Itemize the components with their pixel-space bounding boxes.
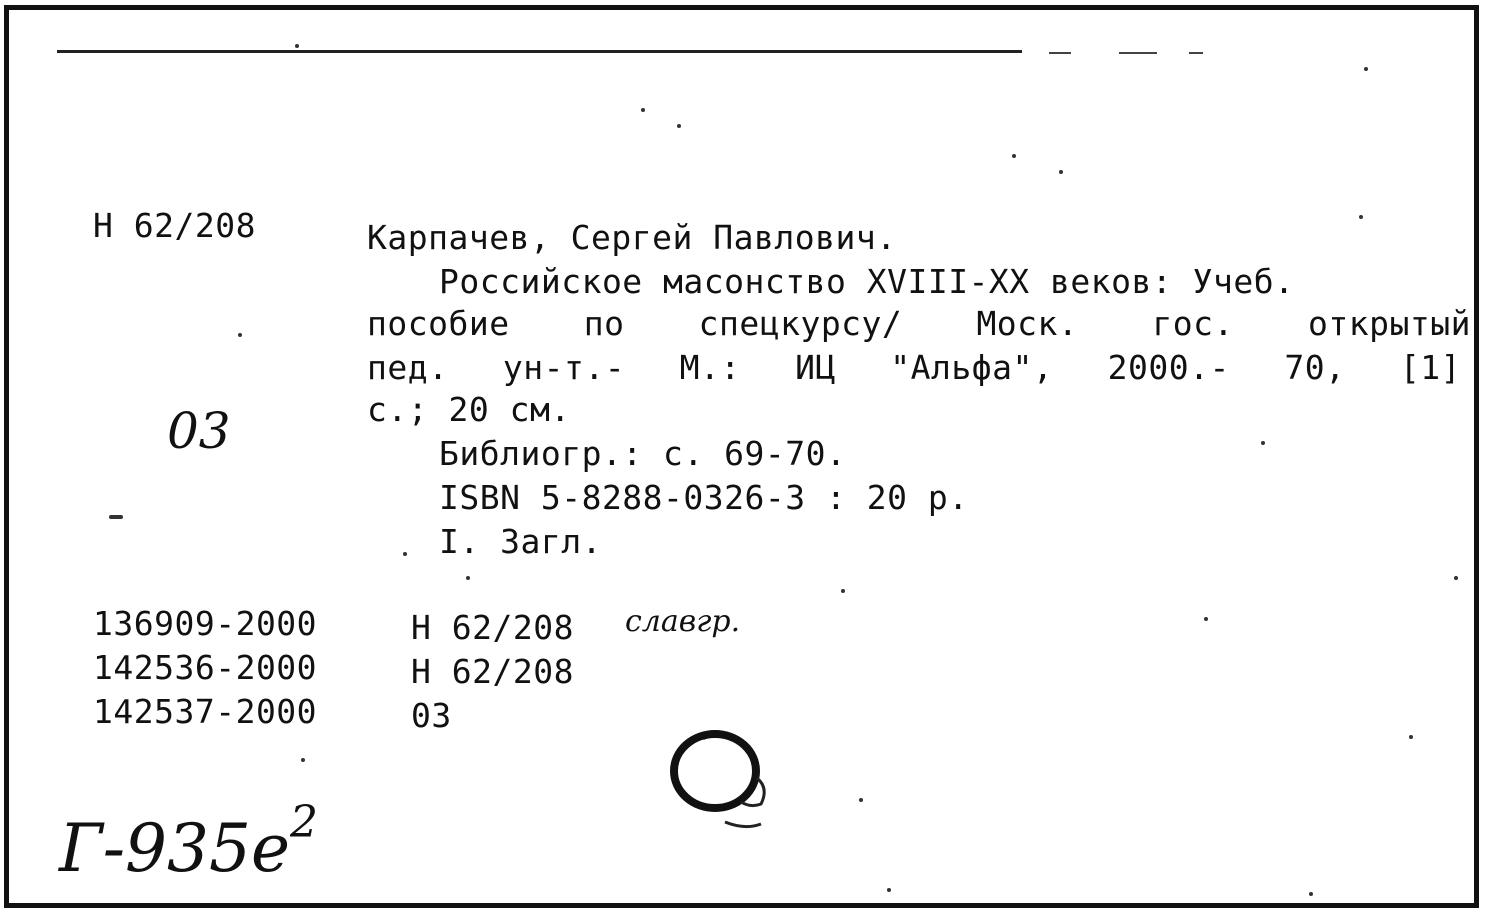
scan-speck xyxy=(887,888,891,892)
holding-inventory: 142536-2000 xyxy=(93,648,318,687)
title-entry: I. Загл. xyxy=(439,522,602,561)
holding-inventory: 142537-2000 xyxy=(93,692,318,731)
scan-speck xyxy=(641,108,645,112)
scan-speck xyxy=(1454,576,1458,580)
isbn-line: ISBN 5-8288-0326-3 : 20 р. xyxy=(439,478,969,517)
scan-speck xyxy=(1364,67,1368,71)
top-rule xyxy=(57,50,1022,53)
scan-speck xyxy=(1204,617,1208,621)
scan-speck xyxy=(1409,735,1413,739)
holding-location: Н 62/208 xyxy=(411,608,574,647)
library-stamp-icon xyxy=(665,718,795,838)
scan-speck xyxy=(1012,154,1016,158)
scan-speck xyxy=(1309,892,1313,896)
description-line: пед. ун-т.- М.: ИЦ "Альфа", 2000.- 70, [1] xyxy=(367,348,1461,387)
handwritten-location: 03 xyxy=(167,402,231,460)
description-line: пособие по спецкурсу/ Моск. гос. открытый xyxy=(367,304,1471,343)
scan-speck xyxy=(1261,441,1265,445)
scan-speck xyxy=(841,589,845,593)
handwritten-superscript: 2 xyxy=(290,797,319,848)
scan-speck xyxy=(1059,170,1063,174)
holding-note: славгр. xyxy=(625,604,741,639)
scan-speck xyxy=(238,333,242,337)
description-line: с.; 20 см. xyxy=(367,390,571,429)
scan-mark xyxy=(109,515,123,519)
author-heading: Карпачев, Сергей Павлович. xyxy=(367,218,897,257)
holding-location: Н 62/208 xyxy=(411,652,574,691)
title-line: Российское масонство XVIII-XX веков: Учеб. xyxy=(439,262,1295,301)
scan-speck xyxy=(403,552,407,556)
scan-speck xyxy=(466,576,470,580)
handwritten-shelf-code xyxy=(59,797,319,887)
scan-speck xyxy=(295,44,299,48)
top-rule-dash xyxy=(1189,52,1203,54)
scan-speck xyxy=(301,758,305,762)
holding-location: 03 xyxy=(411,696,452,735)
catalog-card xyxy=(4,5,1479,908)
holding-inventory: 136909-2000 xyxy=(93,604,318,643)
scan-speck xyxy=(859,798,863,802)
bibliography-note: Библиогр.: с. 69-70. xyxy=(439,434,847,473)
top-rule-dash xyxy=(1119,52,1157,54)
scan-speck xyxy=(677,124,681,128)
top-rule-dash xyxy=(1049,52,1071,54)
handwritten-code: Г-935е xyxy=(59,810,291,887)
scan-speck xyxy=(1359,215,1363,219)
call-number: Н 62/208 xyxy=(93,206,256,245)
